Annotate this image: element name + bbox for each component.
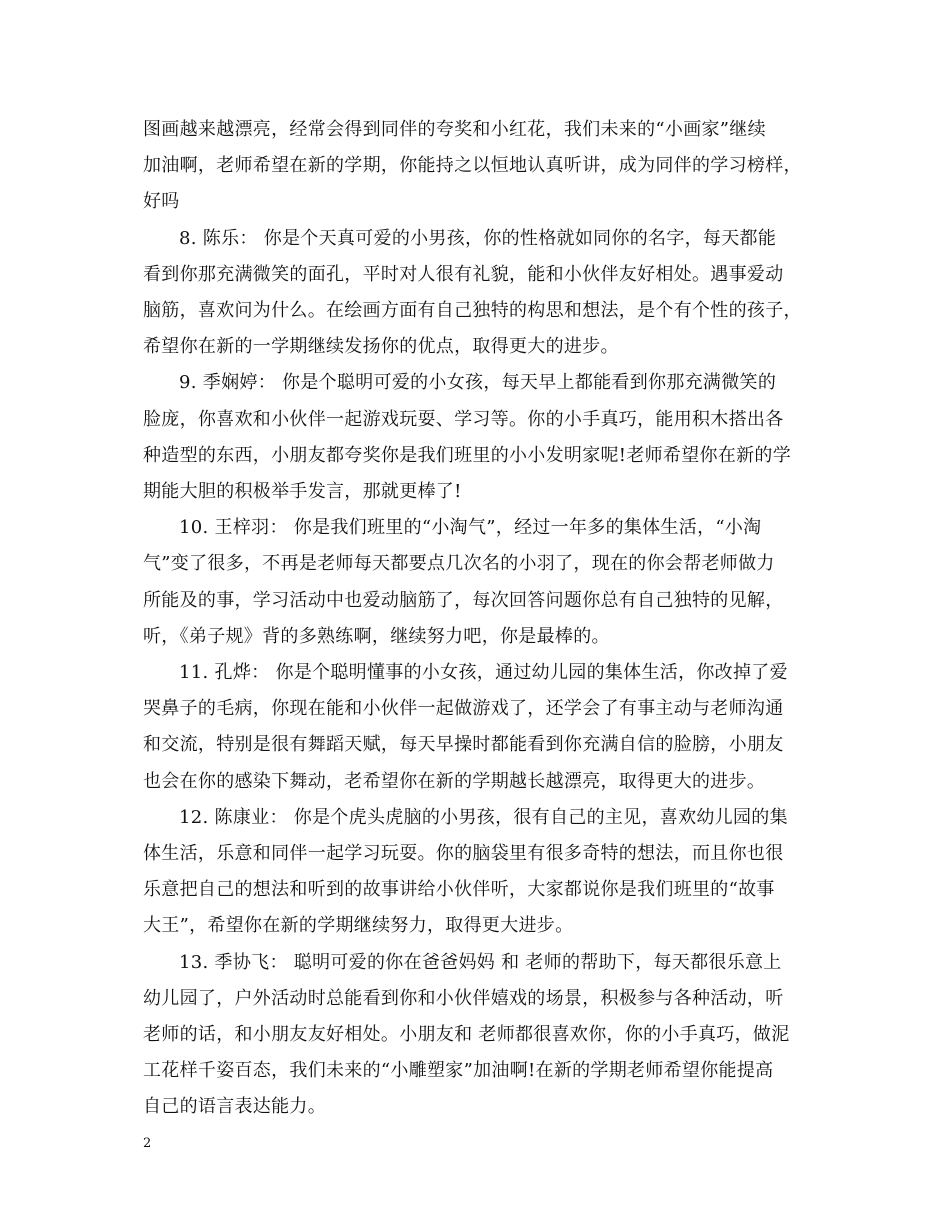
text-line: 希望你在新的一学期继续发扬你的优点，取得更大的进步。	[143, 336, 619, 358]
text-line: 气”变了很多，不再是老师每天都要点几次名的小羽了，现在的你会帮老师做力	[143, 553, 775, 575]
document-body	[143, 112, 825, 1126]
text-line: 所能及的事，学习活动中也爱动脑筋了，每次回答问题你总有自己独特的见解，	[143, 589, 784, 611]
text-line: 幼儿园了，户外活动时总能看到你和小伙伴嬉戏的场景，积极参与各种活动，听	[143, 987, 784, 1009]
text-line: 也会在你的感染下舞动，老希望你在新的学期越长越漂亮，取得更大的进步。	[143, 770, 766, 792]
paragraph	[143, 510, 825, 655]
text-line: 期能大胆的积极举手发言，那就更棒了!	[143, 481, 462, 503]
paragraph	[143, 365, 825, 510]
text-line: 老师的话，和小朋友友好相处。小朋友和 老师都很喜欢你，你的小手真巧，做泥	[143, 1024, 790, 1046]
text-line: 哭鼻子的毛病，你现在能和小伙伴一起做游戏了，还学会了有事主动与老师沟通	[143, 698, 784, 720]
text-line: 11. 孔烨： 你是个聪明懂事的小女孩，通过幼儿园的集体生活，你改掉了爱	[179, 662, 788, 684]
text-line: 大王”，希望你在新的学期继续努力，取得更大进步。	[143, 915, 574, 937]
text-line: 看到你那充满微笑的面孔，平时对人很有礼貌，能和小伙伴友好相处。遇事爱动	[143, 263, 784, 285]
paragraph	[143, 112, 825, 221]
text-line: 听，《弟子规》背的多熟练啊，继续努力吧，你是最棒的。	[143, 625, 610, 647]
text-line: 脸庞，你喜欢和小伙伴一起游戏玩耍、学习等。你的小手真巧，能用积木搭出各	[143, 408, 784, 430]
text-line: 图画越来越漂亮，经常会得到同伴的夸奖和小红花，我们未来的“小画家”继续	[143, 119, 766, 140]
text-line: 自己的语言表达能力。	[143, 1096, 326, 1118]
text-line: 工花样千姿百态，我们未来的“小雕塑家”加油啊!在新的学期老师希望你能提高	[143, 1060, 774, 1082]
text-line: 体生活，乐意和同伴一起学习玩耍。你的脑袋里有很多奇特的想法，而且你也很	[143, 843, 784, 865]
page-number: 2	[143, 1136, 152, 1151]
text-line: 好吗	[143, 191, 180, 213]
paragraph	[143, 655, 825, 800]
text-line: 脑筋，喜欢问为什么。在绘画方面有自己独特的构思和想法，是个有个性的孩子，	[143, 300, 802, 322]
text-line: 乐意把自己的想法和听到的故事讲给小伙伴听，大家都说你是我们班里的“故事	[143, 879, 775, 901]
text-line: 10. 王梓羽： 你是我们班里的“小淘气”，经过一年多的集体生活，“小淘	[179, 517, 762, 539]
text-line: 12. 陈康业： 你是个虎头虎脑的小男孩，很有自己的主见，喜欢幼儿园的集	[179, 806, 788, 828]
text-line: 加油啊，老师希望在新的学期，你能持之以恒地认真听讲，成为同伴的学习榜样，	[143, 155, 802, 177]
text-line: 和交流，特别是很有舞蹈天赋，每天早操时都能看到你充满自信的脸膀，小朋友	[143, 734, 784, 756]
text-line: 种造型的东西，小朋友都夸奖你是我们班里的小小发明家呢!老师希望你在新的学	[143, 444, 792, 466]
text-line: 8. 陈乐： 你是个天真可爱的小男孩，你的性格就如同你的名字，每天都能	[179, 227, 777, 249]
paragraph	[143, 945, 825, 1126]
paragraph	[143, 800, 825, 945]
paragraph	[143, 221, 825, 366]
text-line: 9. 季娴婷： 你是个聪明可爱的小女孩，每天早上都能看到你那充满微笑的	[179, 372, 777, 394]
text-line: 13. 季协飞： 聪明可爱的你在爸爸妈妈 和 老师的帮助下，每天都很乐意上	[179, 951, 782, 973]
